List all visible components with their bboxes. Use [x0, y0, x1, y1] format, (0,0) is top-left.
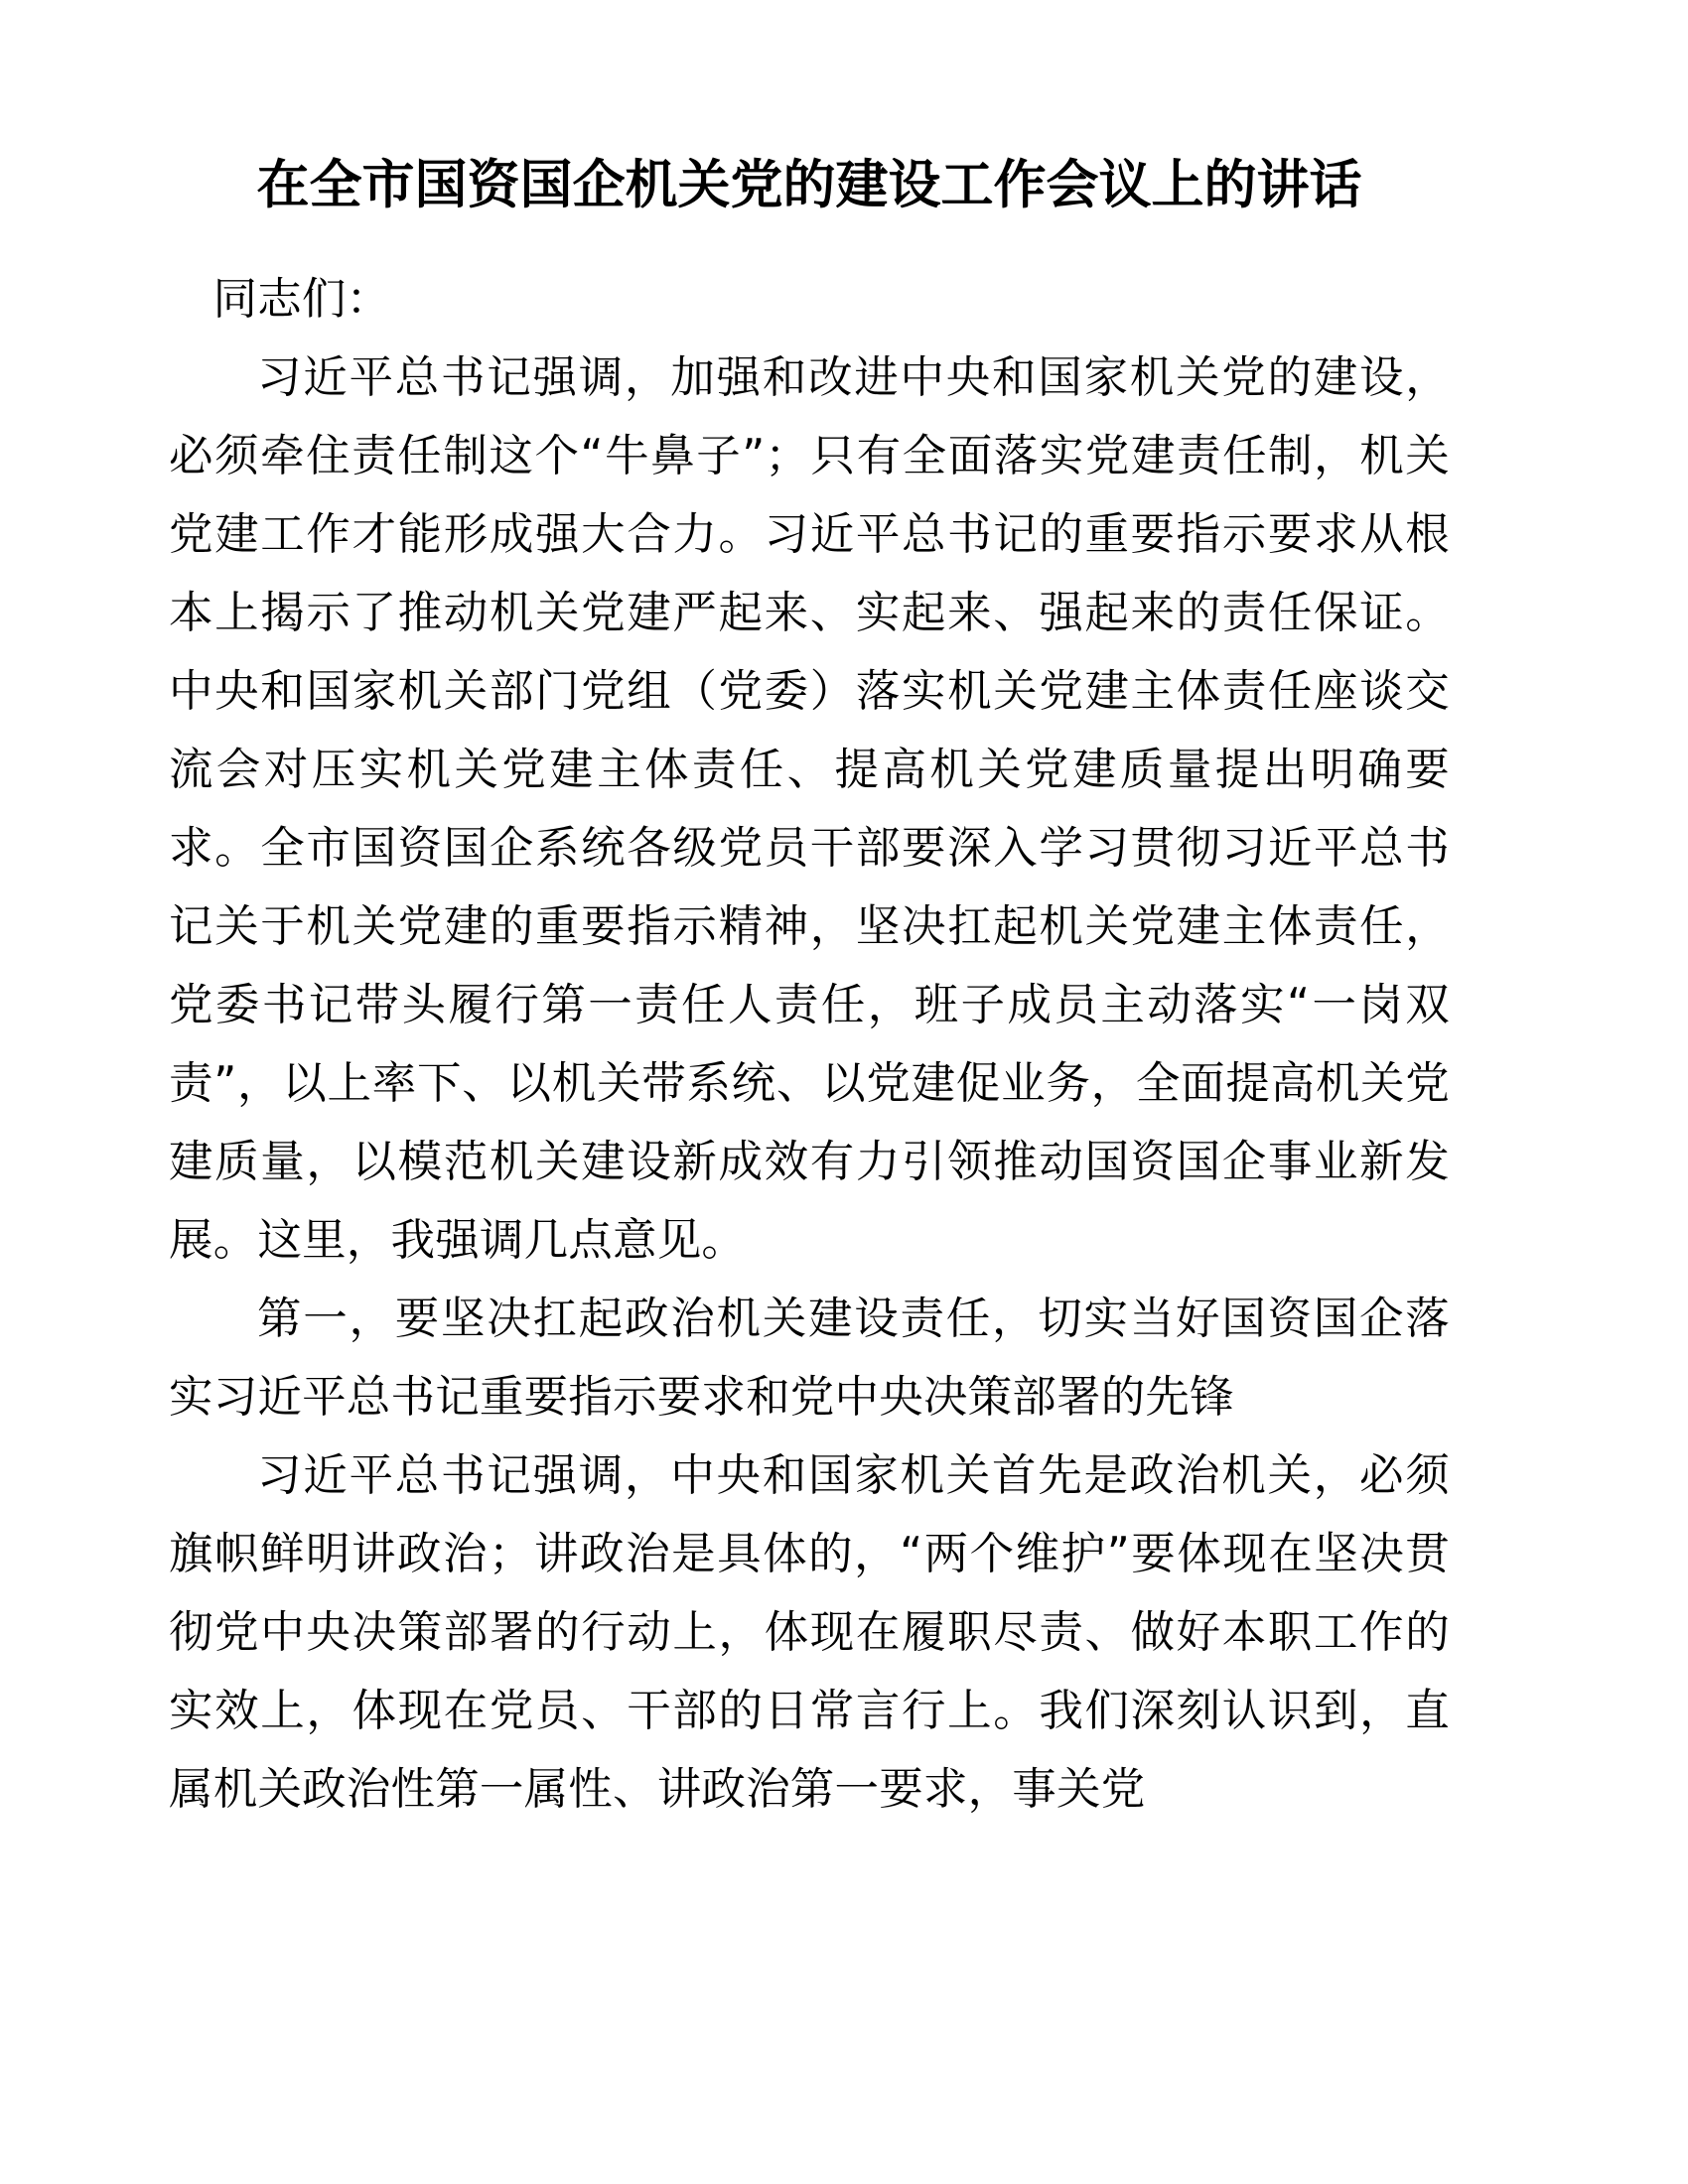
title-body-spacer: [169, 222, 1450, 260]
document-body: [169, 0, 1450, 1829]
paragraph-2-section-heading: 第一，要坚决扛起政治机关建设责任，切实当好国资国企落实习近平总书记重要指示要求和党中央决策部署的先锋: [169, 1294, 1450, 1423]
page-title: 在全市国资国企机关党的建设工作会议上的讲话: [256, 155, 1362, 215]
salutation: 同志们：: [212, 274, 391, 325]
paragraph-1: 习近平总书记强调，加强和改进中央和国家机关党的建设，必须牵住责任制这个“牛鼻子”；只有全面落实党建责任制，机关党建工作才能形成强大合力。习近平总书记的重要指示要求从根本上揭示了推动机关党建严起来、实起来、强起来的责任保证。中央和国家机关部门党组（党委）落实机关党建主体责任座谈交流会对压实机关党建主体责任、提高机关党建质量提出明确要求。全市国资国企系统各级党员干部要深入学习贯彻习近平总书记关于机关党建的重要指示精神，坚决扛起机关党建主体责任，党委书记带头履行第一责任人责任，班子成员主动落实“一岗双责”，以上率下、以机关带系统、以党建促业务，全面提高机关党建质量，以模范机关建设新成效有力引领推动国资国企事业新发展。这里，我强调几点意见。: [169, 352, 1450, 1266]
paragraph-3: 习近平总书记强调，中央和国家机关首先是政治机关，必须旗帜鲜明讲政治；讲政治是具体的，“两个维护”要体现在坚决贯彻党中央决策部署的行动上，体现在履职尽责、做好本职工作的实效上，体现在党员、干部的日常言行上。我们深刻认识到，直属机关政治性第一属性、讲政治第一要求，事关党: [169, 1450, 1450, 1815]
